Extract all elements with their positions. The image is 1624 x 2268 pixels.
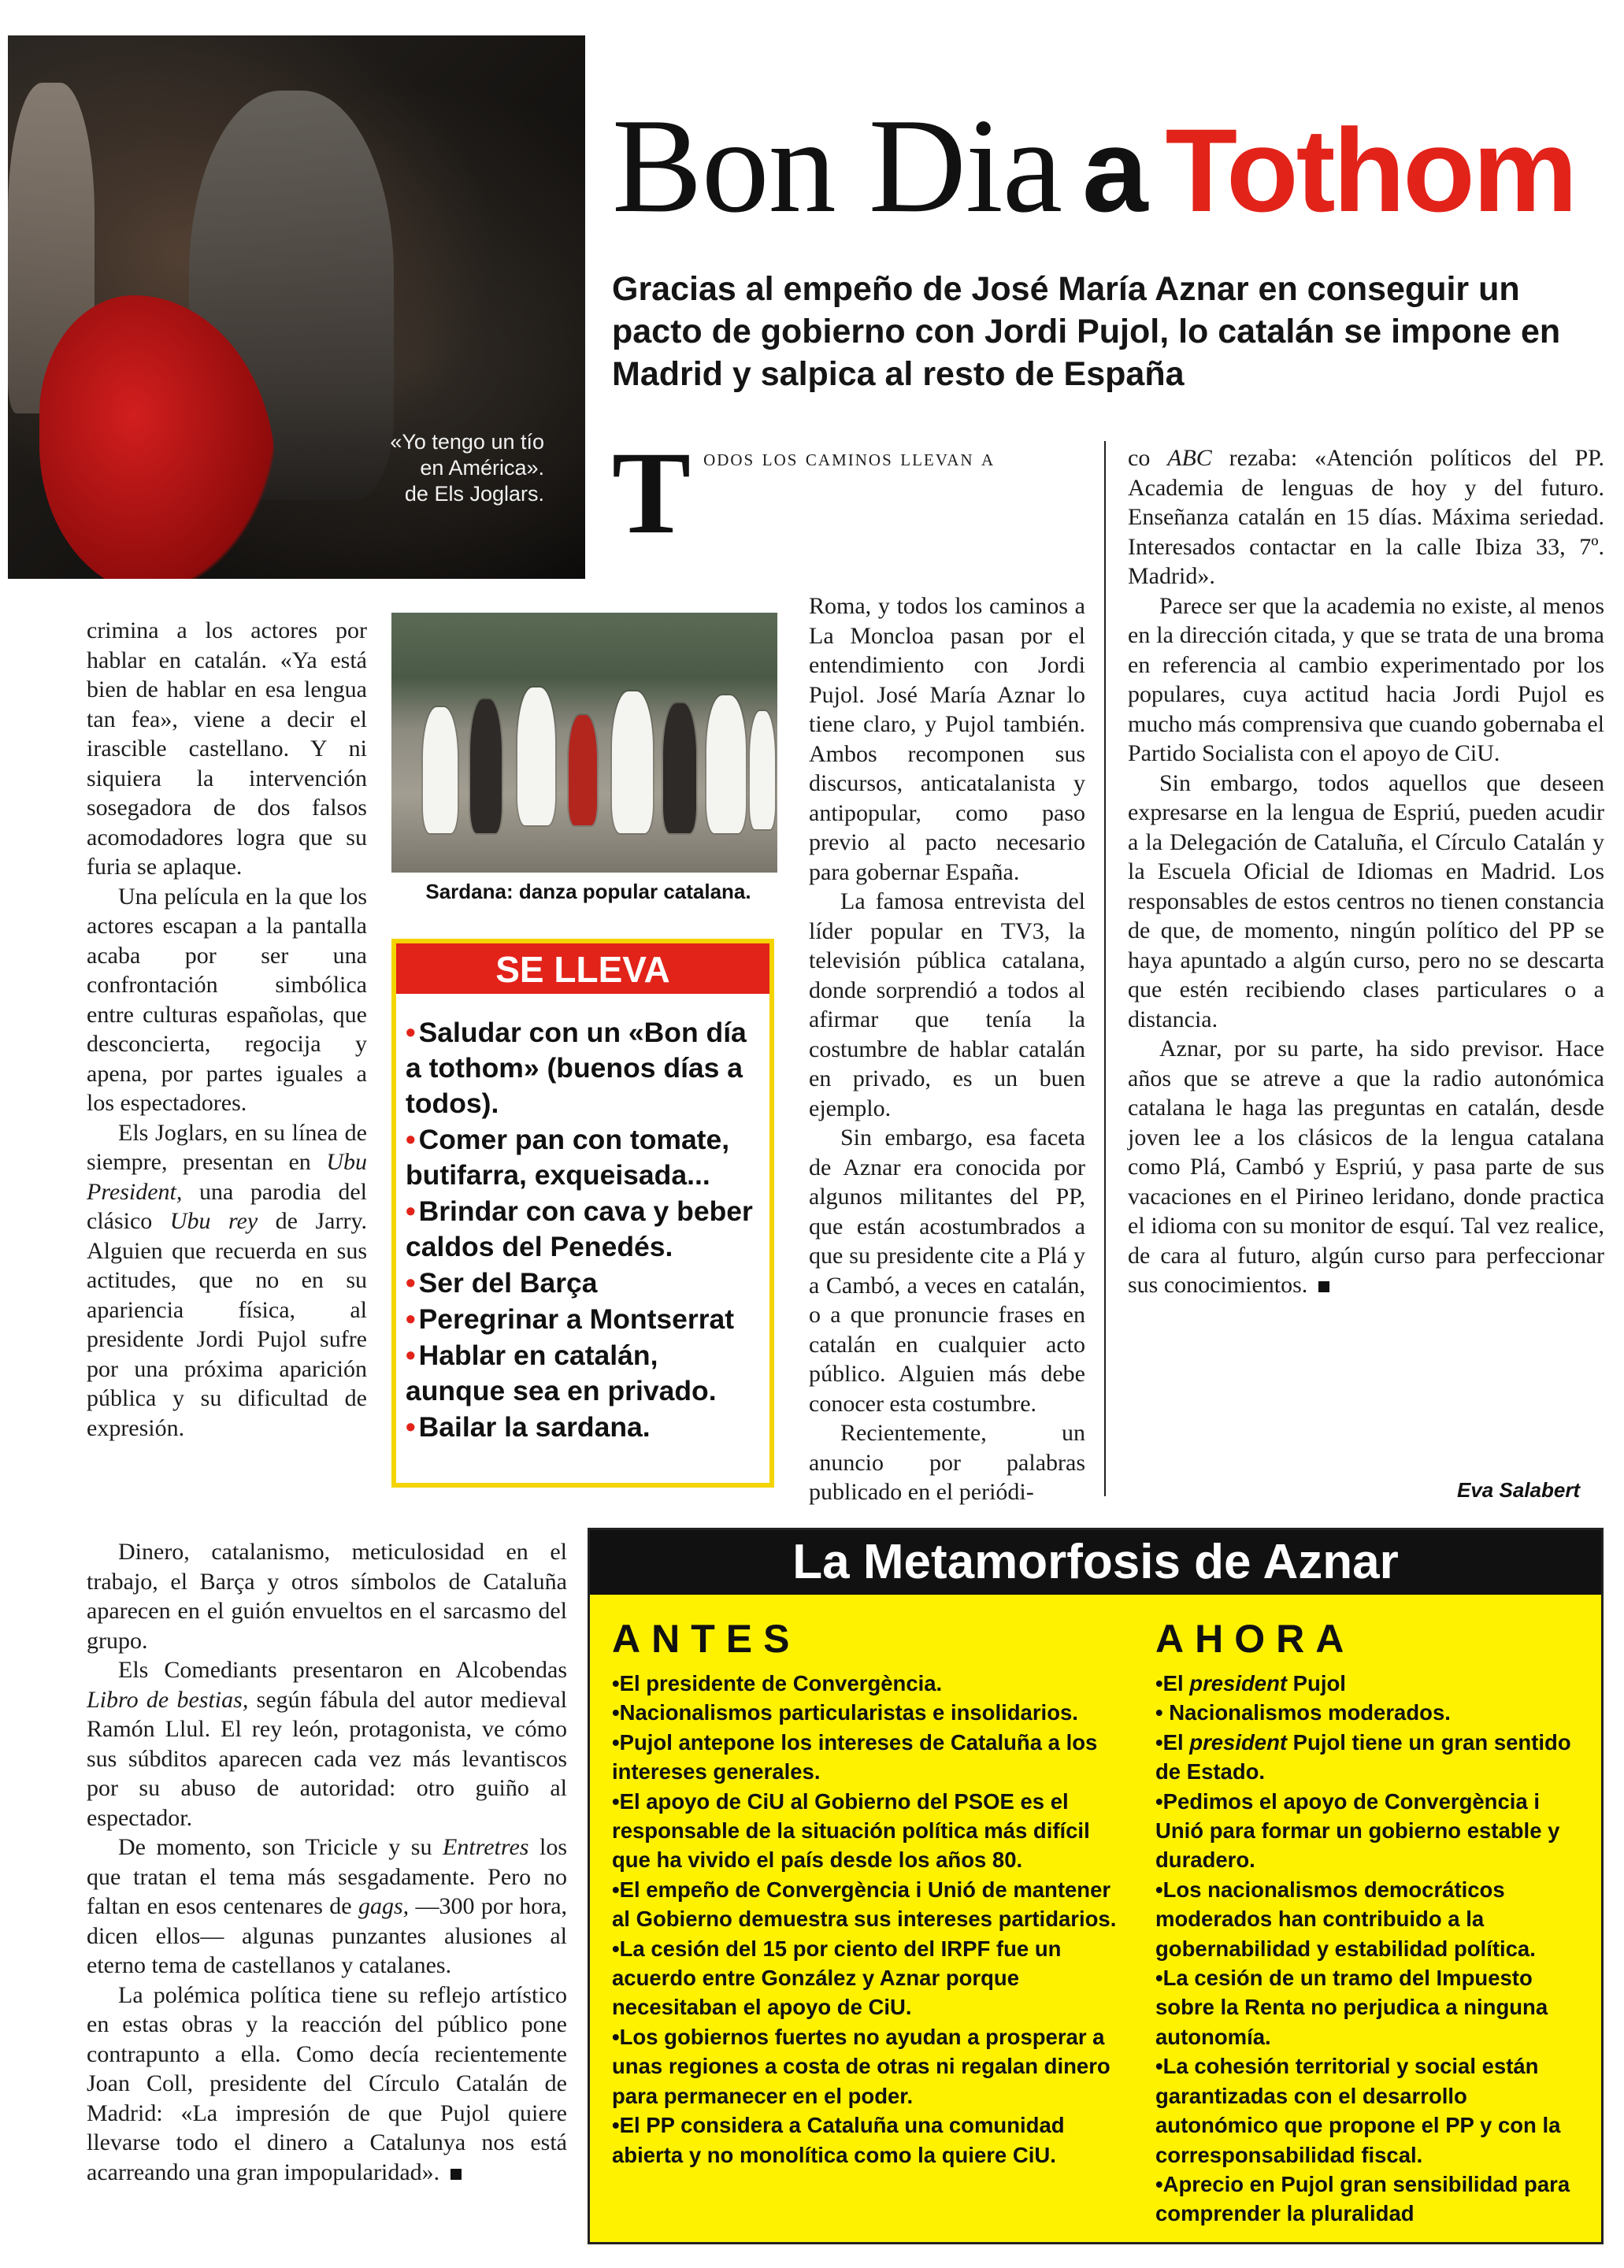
paragraph: Els Joglars, en su línea de siempre, presentan en Ubu President, una parodia del clásico Ubu rey de Jarry. Alguien que recuerda en sus actitudes, que no en su apariencia física, al presidente Jordi Pujol sufre por una próxima aparición pública y su dificultad de expresión. [87, 1119, 367, 1441]
paragraph: Sin embargo, esa faceta de Aznar era conocida por algunos militantes del PP, que están acostumbrados a que su presidente cite a Plá y a Cambó, a veces en catalán, o a que pronuncie frases en catalán en cualquier acto público. Alguien más debe conocer esta costumbre. [809, 1125, 1085, 1417]
list-item: •Pedimos el apoyo de Convergència i Unió para formar un gobierno estable y duradero. [1155, 1788, 1560, 1873]
bullet-icon: • [406, 1195, 416, 1227]
lead-caps: odos los caminos llevan a [703, 445, 996, 471]
dancer [569, 715, 597, 825]
paragraph: crimina a los actores por hablar en catalán. «Ya está bien de hablar en esa lengua tan fea», viene a decir el irascible castellano. Y ni siquiera la intervención sosegadora de dos falsos acomodadores logra que su furia se aplaque. [87, 617, 367, 880]
list-item: • Brindar con cava y beber caldos del Penedés. [406, 1195, 753, 1262]
list-item: •El president Pujol [1155, 1671, 1346, 1695]
column-left [87, 616, 367, 1441]
ahora-title: AHORA [1155, 1617, 1355, 1661]
byline: Eva Salabert [1457, 1478, 1581, 1502]
paragraph: Aznar, por su parte, ha sido previsor. Hace años que se atreve a que la radio autonómica catalana le haga las preguntas en catalán, desde joven lee a los clásicos de la lengua catalana como Plá, Cambó y Espriú, y pasa parte de sus vacaciones en el Pirineo leridano, donde practica el idioma con su monitor de esquí. Tal vez realice, de cara al futuro, algún curso para perfeccionar sus conocimientos. [1128, 1036, 1604, 1298]
se-lleva-title: SE LLEVA [396, 943, 769, 994]
paragraph: Roma, y todos los caminos a La Moncloa pasan por el entendimiento con Jordi Pujol. José María Aznar lo tiene claro, y Pujol también. Ambos recomponen sus discursos, anticatalanista y antipopular, como paso previo al pacto necesario para gobernar España. [809, 593, 1085, 885]
column-right [1128, 443, 1604, 1300]
list-item: •Nacionalismos particularistas e insolidarios. [612, 1700, 1078, 1725]
dancer [663, 703, 696, 833]
bullet-icon: • [406, 1303, 416, 1335]
antes-title: ANTES [612, 1617, 801, 1661]
column-middle [612, 428, 1085, 565]
ahora-list [1155, 1669, 1585, 2229]
photo-caption: «Yo tengo un tío en América». de Els Joglars. [390, 430, 544, 506]
metamorfosis-box [588, 1528, 1604, 2244]
list-item: •Pujol antepone los intereses de Cataluña a los intereses generales. [612, 1729, 1098, 1784]
list-item: •Aprecio en Pujol gran sensibilidad para comprender la pluralidad [1155, 2171, 1570, 2226]
dancer [470, 699, 502, 833]
headline-part3: Tothom [1165, 104, 1576, 236]
list-item: •El apoyo de CiU al Gobierno del PSOE es el responsable de la situación política más difícil que ha vivido el país desde los años 80. [612, 1788, 1090, 1873]
photo-sardana-caption: Sardana: danza popular catalana. [425, 880, 751, 903]
dancer [612, 691, 653, 833]
antes-column [612, 1617, 1124, 2170]
list-item: •Los gobiernos fuertes no ayudan a prosperar a unas regiones a costa de otras ni regalan dinero para permanecer en el poder. [612, 2024, 1110, 2108]
metamorfosis-title: La Metamorfosis de Aznar [590, 1530, 1601, 1595]
deck-subtitle: Gracias al empeño de José María Aznar en conseguir un pacto de gobierno con Jordi Pujol, lo catalán se impone en Madrid y salpica al resto de España [612, 270, 1561, 393]
headline-part1: Bon Dia [612, 91, 1062, 241]
photo-sardana [391, 613, 777, 873]
list-item: • Bailar la sardana. [406, 1410, 651, 1443]
paragraph: Parece ser que la academia no existe, al menos en la dirección citada, y que se trata de una broma en referencia al cambio experimentado por los populares, cuya actitud hacia Jordi Pujol es mucho más comprensiva que cuando gobernaba el Partido Socialista con el apoyo de CiU. [1128, 592, 1604, 766]
end-mark-icon [450, 2169, 462, 2180]
list-item: • Saludar con un «Bon día a tothom» (buenos días a todos). [406, 1016, 747, 1119]
paragraph: La polémica política tiene su reflejo artístico en estas obras y la reacción del público pone contrapunto a ella. Como decía recientemente Joan Coll, presidente del Círculo Catalán de Madrid: «La impresión de que Pujol quiere llevarse todo el dinero a Catalunya nos está acarreando una gran impopularidad». [87, 1981, 567, 2185]
bullet-icon: • [406, 1339, 416, 1371]
headline [612, 91, 1576, 241]
paragraph: Els Comediants presentaron en Alcobendas Libro de bestias, según fábula del autor medieval Ramón Llul. El rey león, protagonista, ve cómo sus súbditos aparecen cada vez más levantiscos por su abuso de autoridad: otro guiño al espectador. [87, 1657, 567, 1831]
dropcap: T [612, 428, 691, 558]
column-divider [1104, 441, 1106, 1496]
paragraph: Recientemente, un anuncio por palabras publicado en el periódi- [809, 1420, 1085, 1505]
paragraph: Una película en la que los actores escapan a la pantalla acaba por ser una confrontación simbólica entre culturas españolas, que desconcierta, regocija y apena, por partes iguales a los espectadores. [87, 883, 367, 1116]
list-item: •El empeño de Convergència i Unió de mantener al Gobierno demuestra sus intereses partidarios. [612, 1877, 1117, 1932]
bullet-icon: • [406, 1266, 416, 1299]
dancer [750, 711, 775, 829]
list-item: •El presidente de Convergència. [612, 1671, 943, 1695]
list-item: • Peregrinar a Montserrat [406, 1303, 735, 1335]
column-left-wide [87, 1537, 567, 2187]
paragraph: La famosa entrevista del líder popular en TV3, la televisión pública catalana, donde sorprendió a todos al afirmar que tenía la costumbre de hablar catalán en privado, es un buen ejemplo. [809, 888, 1085, 1121]
se-lleva-list [396, 994, 769, 1445]
column-middle-narrow [809, 591, 1085, 1507]
dancer [517, 687, 555, 825]
dancer [706, 695, 746, 833]
paragraph: De momento, son Tricicle y su Entretres los que tratan el tema más sesgadamente. Pero no faltan en esos centenares de gags, —300 por hora, dicen ellos— algunas punzantes alusiones al eterno tema de castellanos y catalanes. [87, 1834, 568, 1978]
list-item: •La cesión del 15 por ciento del IRPF fue un acuerdo entre González y Aznar porque necesitaban el apoyo de CiU. [612, 1936, 1062, 2020]
headline-part2: a [1082, 104, 1148, 236]
list-item: •El president Pujol tiene un gran sentido de Estado. [1155, 1729, 1571, 1784]
paragraph: co ABC rezaba: «Atención políticos del PP. Academia de lenguas de hoy y del futuro. Enseñanza catalán en 15 días. Máxima seriedad. Interesados contactar en la calle Ibiza 33, 7º. Madrid». [1128, 445, 1604, 589]
paragraph: Dinero, catalanismo, meticulosidad en el trabajo, el Barça y otros símbolos de Cataluña aparecen en el guión envueltos en el sarcasmo del grupo. [87, 1539, 567, 1654]
bullet-icon: • [406, 1410, 416, 1443]
list-item: •La cesión de un tramo del Impuesto sobre la Renta no perjudica a ninguna autonomía. [1155, 1966, 1548, 2049]
ahora-column [1155, 1617, 1585, 2229]
se-lleva-box [391, 939, 774, 1488]
list-item: • Nacionalismos moderados. [1155, 1700, 1451, 1725]
list-item: •Los nacionalismos democráticos moderados han contribuido a la gobernabilidad y estabilidad política. [1155, 1877, 1536, 1961]
list-item: •La cohesión territorial y social están garantizadas con el desarrollo autonómico que propone el PP y con la corresponsabilidad fiscal. [1155, 2054, 1561, 2167]
end-mark-icon [1318, 1281, 1329, 1292]
list-item: • Comer pan con tomate, butifarra, exqueisada... [406, 1123, 730, 1191]
bullet-icon: • [406, 1123, 416, 1155]
bullet-icon: • [406, 1016, 416, 1048]
photo-els-joglars [8, 35, 585, 579]
dancer [423, 707, 458, 833]
paragraph: Sin embargo, todos aquellos que deseen expresarse en la lengua de Espriú, pueden acudir a la Delegación de Cataluña, el Círculo Catalán y la Escuela Oficial de Idiomas en Madrid. Los responsables de estos centros no tienen constancia de que, de momento, ningún político del PP se haya apuntado a algún curso, pero no se descarta que estén recibiendo clases particulares o a distancia. [1128, 769, 1604, 1032]
antes-list [612, 1669, 1124, 2170]
list-item: •El PP considera a Cataluña una comunidad abierta y no monolítica como la quiere CiU. [612, 2113, 1065, 2167]
list-item: • Hablar en catalán, aunque sea en privado. [406, 1339, 717, 1406]
list-item: • Ser del Barça [406, 1266, 598, 1299]
